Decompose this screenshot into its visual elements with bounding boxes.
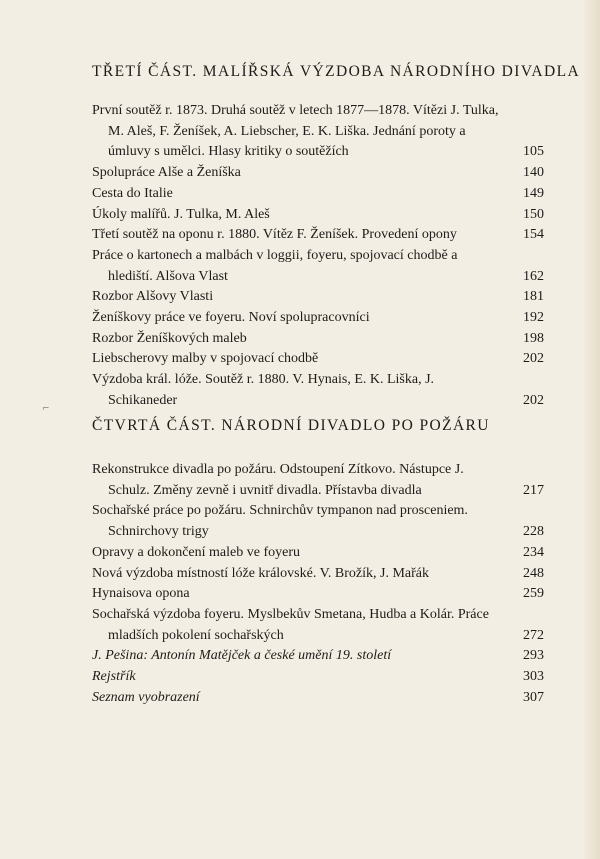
- toc-entry[interactable]: [92, 584, 542, 605]
- toc-page-number: 307: [523, 689, 544, 705]
- toc-page-number: 181: [523, 289, 544, 305]
- toc-entry-title: Rozbor Ženíškových maleb: [92, 330, 247, 346]
- toc-page-number: 248: [523, 565, 544, 581]
- toc-page-number: 272: [523, 627, 544, 643]
- section-4-heading: ČTVRTÁ ČÁST. NÁRODNÍ DIVADLO PO POŽÁRU: [92, 417, 490, 434]
- toc-entry-title: Práce o kartonech a malbách v loggii, foyeru, spojovací chodbě a hlediští. Alšova Vlast: [92, 247, 458, 284]
- toc-page-number: 228: [523, 524, 544, 540]
- toc-page-number: 162: [523, 268, 544, 284]
- toc-entry[interactable]: [92, 349, 542, 370]
- toc-page-number: 202: [523, 351, 544, 367]
- toc-entry-title: Rekonstrukce divadla po požáru. Odstoupení Zítkovo. Nástupce J. Schulz. Změny zevně i uvnitř divadla. Přístavba divadla: [92, 462, 464, 498]
- toc-entry-title: Spolupráce Alše a Ženíška: [92, 165, 241, 181]
- section-3-heading: TŘETÍ ČÁST. MALÍŘSKÁ VÝZDOBA NÁRODNÍHO DIVADLA: [92, 63, 581, 80]
- toc-entry[interactable]: [92, 205, 542, 226]
- toc-entry-title: Výzdoba král. lóže. Soutěž r. 1880. V. Hynais, E. K. Liška, J. Schikaneder: [92, 372, 435, 408]
- toc-entry[interactable]: [92, 163, 542, 184]
- toc-entry-title: Třetí soutěž na oponu r. 1880. Vítěz F. Ženíšek. Provedení opony: [92, 227, 457, 243]
- toc-entry[interactable]: [92, 688, 542, 709]
- toc-entry[interactable]: [92, 543, 542, 564]
- toc-entry-title: Sochařské práce po požáru. Schnirchův tympanon nad prosceniem. Schnirchovy trigy: [92, 503, 468, 540]
- toc-entry[interactable]: [92, 564, 542, 585]
- toc-page-number: 140: [523, 165, 544, 181]
- toc-entry-title: Sochařská výzdoba foyeru. Myslbekův Smetana, Hudba a Kolár. Práce mladších pokolení sochařských: [92, 606, 489, 643]
- toc-page-number: 202: [523, 392, 544, 408]
- toc-entry[interactable]: [92, 308, 542, 329]
- toc-entry[interactable]: [92, 370, 542, 411]
- toc-entry-title: První soutěž r. 1873. Druhá soutěž v letech 1877—1878. Vítězi J. Tulka, M. Aleš, F. Ženíšek, A. Liebscher, E. K. Liška. Jednání poroty a úmluvy s umělci. Hlasy kritiky o soutěžích: [92, 103, 499, 160]
- toc-entry[interactable]: [92, 101, 542, 163]
- toc-page-number: 259: [523, 586, 544, 602]
- toc-entry[interactable]: [92, 329, 542, 350]
- page-edge: [582, 0, 600, 859]
- toc-page-number: 149: [523, 185, 544, 201]
- toc-page-number: 198: [523, 330, 544, 346]
- toc-entry-title: Ženíškovy práce ve foyeru. Noví spolupracovníci: [92, 310, 370, 326]
- toc-entry[interactable]: [92, 184, 542, 205]
- toc-entry[interactable]: [92, 246, 542, 287]
- toc-entry[interactable]: [92, 646, 542, 667]
- toc-entry-title: J. Pešina: Antonín Matějček a české umění 19. století: [92, 648, 392, 664]
- toc-entry-title: Liebscherovy malby v spojovací chodbě: [92, 351, 319, 367]
- section-3-toc: [92, 101, 542, 412]
- toc-entry-title: Úkoly malířů. J. Tulka, M. Aleš: [92, 206, 270, 222]
- toc-entry-title: Rejstřík: [92, 669, 136, 685]
- toc-entry[interactable]: [92, 667, 542, 688]
- toc-entry-title: Seznam vyobrazení: [92, 689, 200, 705]
- toc-entry[interactable]: [92, 225, 542, 246]
- toc-entry-title: Hynaisova opona: [92, 586, 190, 602]
- toc-entry[interactable]: [92, 287, 542, 308]
- toc-entry[interactable]: [92, 501, 542, 542]
- section-4-toc: [92, 460, 542, 708]
- toc-entry[interactable]: [92, 605, 542, 646]
- margin-mark: ⌐: [42, 404, 50, 414]
- toc-page-number: 234: [523, 544, 544, 560]
- toc-page-number: 303: [523, 669, 544, 685]
- toc-entry-title: Opravy a dokončení maleb ve foyeru: [92, 544, 300, 560]
- toc-page-number: 105: [523, 144, 544, 160]
- toc-page-number: 293: [523, 648, 544, 664]
- toc-page-number: 217: [523, 482, 544, 498]
- toc-entry-title: Rozbor Alšovy Vlasti: [92, 289, 214, 305]
- toc-page-number: 154: [523, 227, 544, 243]
- toc-entry-title: Cesta do Italie: [92, 185, 173, 201]
- toc-page-number: 150: [523, 206, 544, 222]
- toc-entry[interactable]: [92, 460, 542, 501]
- toc-page-number: 192: [523, 310, 544, 326]
- toc-entry-title: Nová výzdoba místností lóže královské. V. Brožík, J. Mařák: [92, 565, 429, 581]
